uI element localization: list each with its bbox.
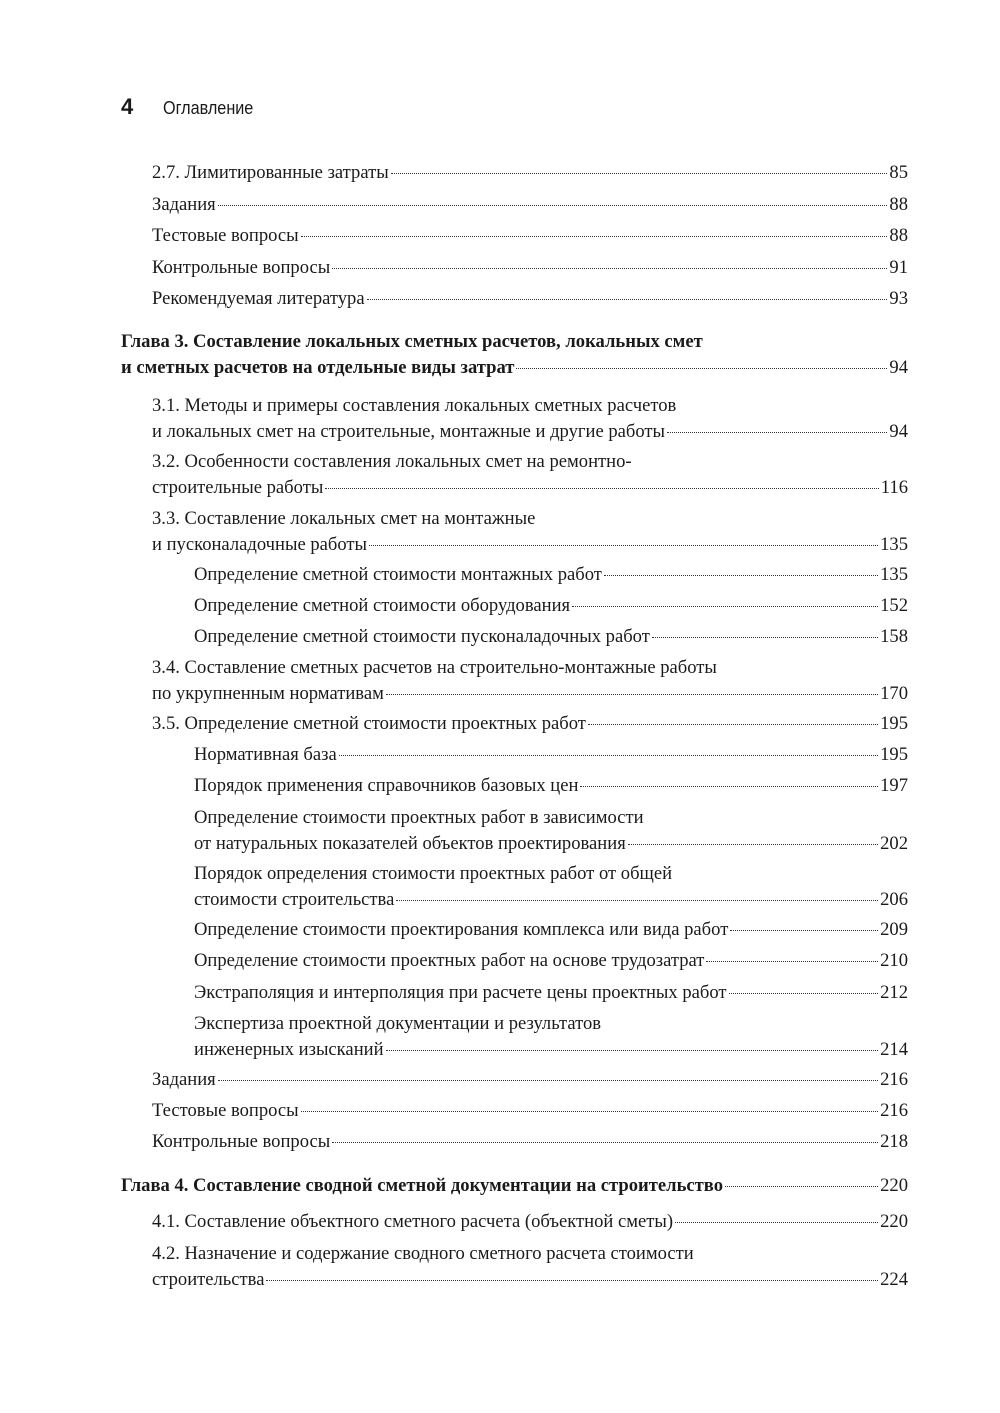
toc-entry-title: Определение сметной стоимости монтажных работ <box>194 564 602 585</box>
toc-page-number: 152 <box>880 595 908 616</box>
dot-leader <box>339 755 878 756</box>
toc-entry-title: Нормативная база <box>194 744 337 765</box>
toc-entry-title: по укрупненным нормативам <box>152 683 384 704</box>
toc-entry[interactable] <box>194 1011 908 1063</box>
toc-entry-title: Задания <box>152 1069 216 1090</box>
toc-entry[interactable] <box>152 160 908 186</box>
toc-entry-row <box>152 286 908 312</box>
toc-entry-title: инженерных изысканий <box>194 1039 384 1060</box>
toc-page-number: 212 <box>880 982 908 1003</box>
toc-page-number: 220 <box>880 1211 908 1232</box>
toc-entry-title-line1: 3.1. Методы и примеры составления локальных сметных расчетов <box>152 395 677 416</box>
dot-leader <box>391 173 888 174</box>
toc-page-number: 195 <box>880 713 908 734</box>
toc-entry[interactable] <box>194 948 908 974</box>
toc-entry-title: и пусконаладочные работы <box>152 534 368 555</box>
toc-entry[interactable] <box>194 742 908 768</box>
dot-leader <box>516 368 887 369</box>
toc-entry-row <box>152 1209 908 1235</box>
toc-entry[interactable] <box>152 711 908 737</box>
toc-entry[interactable] <box>152 506 908 558</box>
toc-entry-row <box>152 532 908 558</box>
toc-entry[interactable] <box>152 223 908 249</box>
toc-page-number: 216 <box>880 1069 908 1090</box>
toc-page-number: 93 <box>889 288 908 309</box>
toc-entry-row <box>152 1267 908 1293</box>
toc-entry-title: Определение сметной стоимости пусконаладочных работ <box>194 626 650 647</box>
toc-entry-row <box>194 1037 908 1063</box>
dot-leader <box>325 488 878 489</box>
toc-entry-title: Определение стоимости проектирования комплекса или вида работ <box>194 919 729 940</box>
toc-page-number: 88 <box>889 194 908 215</box>
toc-page-number: 197 <box>880 775 908 796</box>
dot-leader <box>266 1280 878 1281</box>
toc-entry-title-line1: Определение стоимости проектных работ в зависимости <box>194 807 644 828</box>
dot-leader <box>218 1080 878 1081</box>
running-title: Оглавление <box>163 98 254 118</box>
toc-entry-title: Глава 4. Составление сводной сметной документации на строительство <box>121 1175 724 1196</box>
toc-page-number: 85 <box>889 162 908 183</box>
toc-entry-title: Определение сметной стоимости оборудования <box>194 595 571 616</box>
toc-entry-row <box>194 917 908 943</box>
toc-entry[interactable] <box>194 562 908 588</box>
toc-entry-row <box>194 980 908 1006</box>
toc-entry[interactable] <box>152 449 908 501</box>
toc-entry-row <box>152 475 908 501</box>
toc-entry[interactable] <box>152 1067 908 1093</box>
toc-entry-title-line1: 4.2. Назначение и содержание сводного сметного расчета стоимости <box>152 1243 694 1264</box>
page-header <box>121 94 264 120</box>
toc-entry-title: и сметных расчетов на отдельные виды затрат <box>121 357 515 378</box>
toc-entry-title: 2.7. Лимитированные затраты <box>152 162 389 183</box>
toc-entry-title: Контрольные вопросы <box>152 1131 331 1152</box>
toc-entry[interactable] <box>152 393 908 445</box>
toc-entry-title-line1: Порядок определения стоимости проектных работ от общей <box>194 863 673 884</box>
toc-entry[interactable] <box>152 255 908 281</box>
toc-entry-title: Контрольные вопросы <box>152 257 331 278</box>
toc-page-number: 135 <box>880 534 908 555</box>
toc-page-number: 210 <box>880 950 908 971</box>
toc-entry[interactable] <box>194 861 908 913</box>
dot-leader <box>667 432 887 433</box>
toc-entry[interactable] <box>152 1209 908 1235</box>
toc-entry-row <box>194 742 908 768</box>
page-number: 4 <box>121 94 134 119</box>
dot-leader <box>396 900 878 901</box>
toc-entry-title: и локальных смет на строительные, монтажные и другие работы <box>152 421 666 442</box>
toc-page-number: 216 <box>880 1100 908 1121</box>
dot-leader <box>301 1111 878 1112</box>
toc-entry-title-line1: 3.4. Составление сметных расчетов на строительно-монтажные работы <box>152 657 717 678</box>
toc-entry-title: Порядок применения справочников базовых цен <box>194 775 579 796</box>
dot-leader <box>604 575 878 576</box>
dot-leader <box>301 236 888 237</box>
toc-entry-title: строительные работы <box>152 477 324 498</box>
toc-page-number: 218 <box>880 1131 908 1152</box>
dot-leader <box>332 1142 878 1143</box>
toc-page-number: 91 <box>889 257 908 278</box>
dot-leader <box>588 724 878 725</box>
toc-entry-title-line1: 3.2. Особенности составления локальных смет на ремонтно- <box>152 451 632 472</box>
dot-leader <box>332 268 887 269</box>
toc-entry[interactable] <box>194 917 908 943</box>
dot-leader <box>580 786 878 787</box>
dot-leader <box>386 694 878 695</box>
toc-entry-row <box>152 1129 908 1155</box>
toc-entry-title: 3.5. Определение сметной стоимости проектных работ <box>152 713 586 734</box>
toc-entry-title: Задания <box>152 194 216 215</box>
toc-page-number: 224 <box>880 1269 908 1290</box>
toc-entry[interactable] <box>121 329 908 381</box>
toc-entry-row <box>194 773 908 799</box>
dot-leader <box>652 637 878 638</box>
toc-entry-title: Определение стоимости проектных работ на основе трудозатрат <box>194 950 705 971</box>
toc-entry-row <box>152 711 908 737</box>
toc-entry-title: Тестовые вопросы <box>152 225 299 246</box>
toc-entry-row <box>194 593 908 619</box>
toc-entry[interactable] <box>194 593 908 619</box>
toc-page-number: 88 <box>889 225 908 246</box>
toc-entry[interactable] <box>152 1241 908 1293</box>
toc-entry[interactable] <box>194 624 908 650</box>
dot-leader <box>386 1050 879 1051</box>
toc-entry-row <box>152 1067 908 1093</box>
dot-leader <box>730 930 878 931</box>
toc-entry-row <box>194 948 908 974</box>
toc-entry[interactable] <box>152 655 908 707</box>
toc-entry[interactable] <box>194 805 908 857</box>
toc-entry-row <box>194 624 908 650</box>
toc-entry-title-line1: Глава 3. Составление локальных сметных расчетов, локальных смет <box>121 331 703 352</box>
toc-entry-row <box>152 1098 908 1124</box>
toc-page-number: 209 <box>880 919 908 940</box>
toc-entry-title: Экстраполяция и интерполяция при расчете цены проектных работ <box>194 982 727 1003</box>
toc-entry[interactable] <box>152 286 908 312</box>
toc-entry[interactable] <box>194 980 908 1006</box>
dot-leader <box>572 606 878 607</box>
toc-entry-row <box>194 887 908 913</box>
toc-entry-row <box>194 831 908 857</box>
toc-entry-row <box>121 1173 908 1199</box>
toc-page-number: 94 <box>889 421 908 442</box>
toc-entry[interactable] <box>152 1098 908 1124</box>
toc-entry-title: Рекомендуемая литература <box>152 288 365 309</box>
dot-leader <box>218 205 888 206</box>
toc-entry[interactable] <box>152 192 908 218</box>
toc-page-number: 94 <box>889 357 908 378</box>
toc-page-number: 195 <box>880 744 908 765</box>
dot-leader <box>729 993 879 994</box>
dot-leader <box>367 299 888 300</box>
toc-entry-row <box>152 255 908 281</box>
toc-page-number: 158 <box>880 626 908 647</box>
dot-leader <box>675 1222 878 1223</box>
toc-entry[interactable] <box>152 1129 908 1155</box>
toc-page-number: 135 <box>880 564 908 585</box>
dot-leader <box>628 844 878 845</box>
toc-entry-row <box>152 419 908 445</box>
toc-entry-title: строительства <box>152 1269 265 1290</box>
toc-entry-title: Тестовые вопросы <box>152 1100 299 1121</box>
toc-page-number: 202 <box>880 833 908 854</box>
toc-entry-title-line1: 3.3. Составление локальных смет на монтажные <box>152 508 536 529</box>
toc-entry-row <box>152 160 908 186</box>
toc-entry-row <box>152 223 908 249</box>
toc-entry[interactable] <box>194 773 908 799</box>
dot-leader <box>725 1186 878 1187</box>
toc-entry-title-line1: Экспертиза проектной документации и результатов <box>194 1013 602 1034</box>
dot-leader <box>369 545 878 546</box>
toc-entry[interactable] <box>121 1173 908 1199</box>
toc-page-number: 116 <box>880 477 908 498</box>
toc-entry-row <box>152 192 908 218</box>
toc-entry-title: от натуральных показателей объектов проектирования <box>194 833 626 854</box>
dot-leader <box>706 961 878 962</box>
toc-page-number: 214 <box>880 1039 908 1060</box>
toc-page-number: 206 <box>880 889 908 910</box>
toc-entry-title: стоимости строительства <box>194 889 395 910</box>
toc-page-number: 220 <box>880 1175 908 1196</box>
toc-page-number: 170 <box>880 683 908 704</box>
toc-entry-row <box>121 355 908 381</box>
toc-entry-title: 4.1. Составление объектного сметного расчета (объектной сметы) <box>152 1211 674 1232</box>
toc-entry-row <box>152 681 908 707</box>
toc-entry-row <box>194 562 908 588</box>
